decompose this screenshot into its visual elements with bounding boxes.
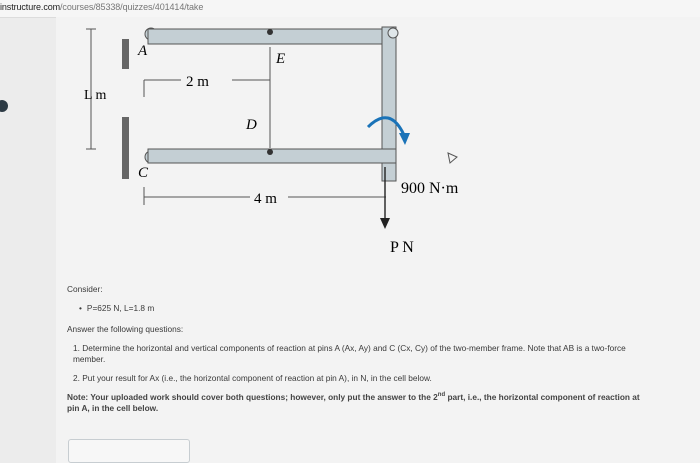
moment-arrowhead-icon <box>399 133 410 145</box>
consider-label: Consider: <box>67 284 103 294</box>
url-path: /courses/85338/quizzes/401414/take <box>60 2 204 12</box>
label-A: A <box>138 43 148 59</box>
url-host: instructure.com <box>0 2 61 12</box>
url-text <box>0 2 203 12</box>
browser-address-bar[interactable] <box>0 0 700 18</box>
point-E-dot <box>267 29 273 35</box>
answer-input[interactable] <box>68 439 190 463</box>
force-P-label: P N <box>390 239 414 256</box>
label-C: C <box>138 165 149 181</box>
answer-prompt: Answer the following questions: <box>67 324 184 334</box>
label-D: D <box>246 117 257 133</box>
note-part-a: Note: Your uploaded work should cover both questions; however, only put the answer to the 2 <box>67 391 438 402</box>
given-text: P=625 N, L=1.8 m <box>86 303 155 313</box>
dim-2m-label: 2 m <box>186 74 209 90</box>
dim-4m-label: 4 m <box>254 191 277 207</box>
sidebar-toggle-icon[interactable] <box>0 100 8 112</box>
note-part-b: part, i.e., the horizontal component of reaction at pin A, in the cell below. <box>67 391 640 413</box>
wall-A <box>122 39 129 69</box>
force-P-arrowhead-icon <box>380 218 390 229</box>
question-1: 1. Determine the horizontal and vertical components of reaction at pins A (Ax, Ay) and C (Cx, Cy) of the two-member frame. Note that AB is a two-force member. <box>73 343 626 364</box>
point-D-dot <box>267 149 273 155</box>
note-text <box>67 390 652 414</box>
frame-diagram <box>56 17 700 287</box>
pin-B <box>388 28 398 38</box>
note-superscript: nd <box>437 392 446 398</box>
bullet-dot: • <box>79 303 82 313</box>
question-2: 2. Put your result for Ax (i.e., the horizontal component of reaction at pin A), in N, in the cell below. <box>73 373 432 383</box>
dim-L-label: L m <box>84 88 107 103</box>
cursor-arrow-icon <box>448 153 457 163</box>
label-E: E <box>276 51 286 67</box>
given-values <box>79 303 154 314</box>
wall-C <box>122 117 129 179</box>
moment-label: 900 N·m <box>401 180 459 197</box>
